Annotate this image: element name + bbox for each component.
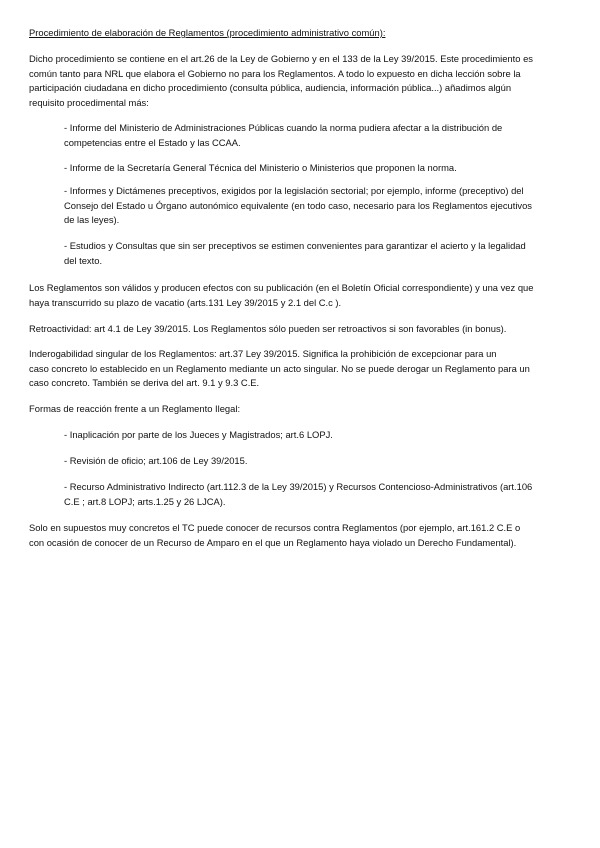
requisito-item bbox=[64, 121, 600, 150]
text-line: de las leyes). bbox=[64, 214, 120, 226]
text-line: - Recurso Administrativo Indirecto (art.112.3 de la Ley 39/2015) y Recursos Contencioso-Administrativos (art.106 bbox=[64, 481, 533, 492]
forma-item bbox=[64, 480, 600, 509]
forma-item bbox=[64, 454, 600, 469]
text-line: Los Reglamentos son válidos y producen efectos con su publicación (en el Boletín Oficial correspondiente) y una vez que bbox=[29, 282, 534, 293]
text-line: requisito procedimental más: bbox=[29, 96, 149, 108]
validez-paragraph bbox=[29, 281, 589, 310]
text-line: - Informe del Ministerio de Administraciones Públicas cuando la norma pudiera afectar a la distribución de bbox=[64, 122, 503, 133]
requisito-item bbox=[64, 184, 600, 228]
forma-item bbox=[64, 428, 600, 443]
text-line: Dicho procedimiento se contiene en el art.26 de la Ley de Gobierno y en el 133 de la Ley 39/2015. Este procedimiento es bbox=[29, 53, 533, 64]
intro-paragraph bbox=[29, 52, 589, 110]
text-line: - Estudios y Consultas que sin ser preceptivos se estimen convenientes para garantizar el acierto y la legalidad bbox=[64, 240, 526, 251]
text-line: Formas de reacción frente a un Reglamento Ilegal: bbox=[29, 403, 241, 414]
text-line: participación ciudadana en dicho procedimiento (consulta pública, audiencia, información pública...) añadimos algún bbox=[29, 82, 512, 94]
text-line: competencias entre el Estado y las CCAA. bbox=[64, 136, 241, 148]
text-line: Inderogabilidad singular de los Reglamentos: art.37 Ley 39/2015. Significa la prohibición de excepcionar para un bbox=[29, 348, 497, 359]
text-line: caso concreto. También se deriva del art. 9.1 y 9.3 C.E. bbox=[29, 377, 260, 389]
requisito-item bbox=[64, 239, 600, 268]
text-line: con ocasión de conocer de un Recurso de Amparo en el que un Reglamento haya violado un Derecho Fundamental). bbox=[29, 536, 517, 548]
tc-paragraph bbox=[29, 521, 589, 550]
text-line: - Informe de la Secretaría General Técnica del Ministerio o Ministerios que proponen la norma. bbox=[64, 162, 457, 173]
retroactividad-paragraph bbox=[29, 322, 589, 337]
text-line: caso concreto lo establecido en un Reglamento mediante un acto singular. No se puede derogar un Reglamento para un bbox=[29, 362, 530, 374]
text-line: - Revisión de oficio; art.106 de Ley 39/2015. bbox=[64, 455, 248, 466]
document-title: Procedimiento de elaboración de Reglamentos (procedimiento administrativo común): bbox=[29, 27, 386, 38]
text-line: - Inaplicación por parte de los Jueces y Magistrados; art.6 LOPJ. bbox=[64, 429, 333, 440]
text-line: del texto. bbox=[64, 254, 103, 266]
requisito-item bbox=[64, 161, 600, 176]
text-line: haya transcurrido su plazo de vacatio (arts.131 Ley 39/2015 y 2.1 del C.c ). bbox=[29, 296, 342, 308]
text-line: común tanto para NRL que elabora el Gobierno no para los Reglamentos. A todo lo expuesto en dicha lección sobre la bbox=[29, 67, 521, 79]
text-line: - Informes y Dictámenes preceptivos, exigidos por la legislación sectorial; por ejemplo, informe (preceptivo) del bbox=[64, 185, 524, 196]
formas-heading bbox=[29, 402, 589, 417]
inderogabilidad-paragraph bbox=[29, 347, 589, 391]
text-line: C.E ; art.8 LOPJ; arts.1.25 y 26 LJCA). bbox=[64, 495, 226, 507]
text-line: Retroactividad: art 4.1 de Ley 39/2015. Los Reglamentos sólo pueden ser retroactivos si son favorables (in bonus). bbox=[29, 323, 507, 334]
text-line: Solo en supuestos muy concretos el TC puede conocer de recursos contra Reglamentos (por ejemplo, art.161.2 C.E o bbox=[29, 522, 521, 533]
text-line: Consejo del Estado u Órgano autonómico equivalente (en todo caso, necesario para los Reglamentos ejecutivos bbox=[64, 199, 532, 211]
